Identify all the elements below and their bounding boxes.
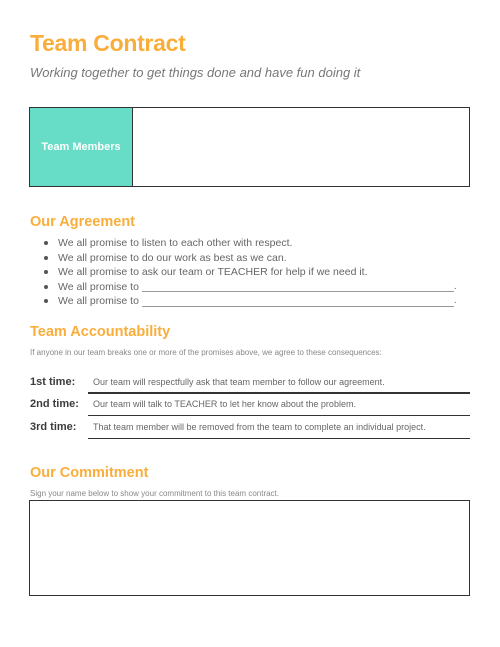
consequence-label: 1st time: [30, 376, 76, 388]
bullet-icon [44, 270, 48, 274]
promise-blank-field[interactable] [142, 281, 454, 292]
accountability-note: If anyone in our team breaks one or more of the promises above, we agree to these consequences: [30, 348, 382, 357]
consequence-text: That team member will be removed from the team to complete an individual project. [88, 416, 470, 439]
consequence-text: Our team will respectfully ask that team member to follow our agreement. [88, 371, 470, 394]
list-item: We all promise to . [44, 280, 457, 295]
bullet-icon [44, 241, 48, 245]
page-title: Team Contract [30, 30, 186, 56]
consequence-row [30, 371, 470, 393]
accountability-heading: Team Accountability [30, 324, 171, 340]
team-members-box [29, 107, 470, 187]
bullet-icon [44, 285, 48, 289]
team-members-label: Team Members [30, 108, 133, 186]
consequence-text: Our team will talk to TEACHER to let her know about the problem. [88, 392, 470, 416]
commitment-note: Sign your name below to show your commitment to this team contract. [30, 489, 279, 498]
agreement-list [44, 236, 457, 309]
team-members-field[interactable] [133, 108, 469, 186]
list-item: We all promise to do our work as best as we can. [44, 251, 457, 266]
signature-box[interactable] [29, 500, 470, 596]
consequence-row [30, 416, 470, 438]
promise-blank-field[interactable] [142, 296, 454, 307]
list-item: We all promise to . [44, 294, 457, 309]
commitment-heading: Our Commitment [30, 465, 149, 481]
agreement-heading: Our Agreement [30, 214, 136, 230]
consequence-label: 2nd time: [30, 398, 79, 410]
list-item: We all promise to listen to each other with respect. [44, 236, 457, 251]
bullet-icon [44, 256, 48, 260]
consequence-label: 3rd time: [30, 421, 77, 433]
page-subtitle: Working together to get things done and have fun doing it [30, 65, 361, 80]
list-item: We all promise to ask our team or TEACHER for help if we need it. [44, 265, 457, 280]
consequence-row [30, 393, 470, 415]
bullet-icon [44, 299, 48, 303]
